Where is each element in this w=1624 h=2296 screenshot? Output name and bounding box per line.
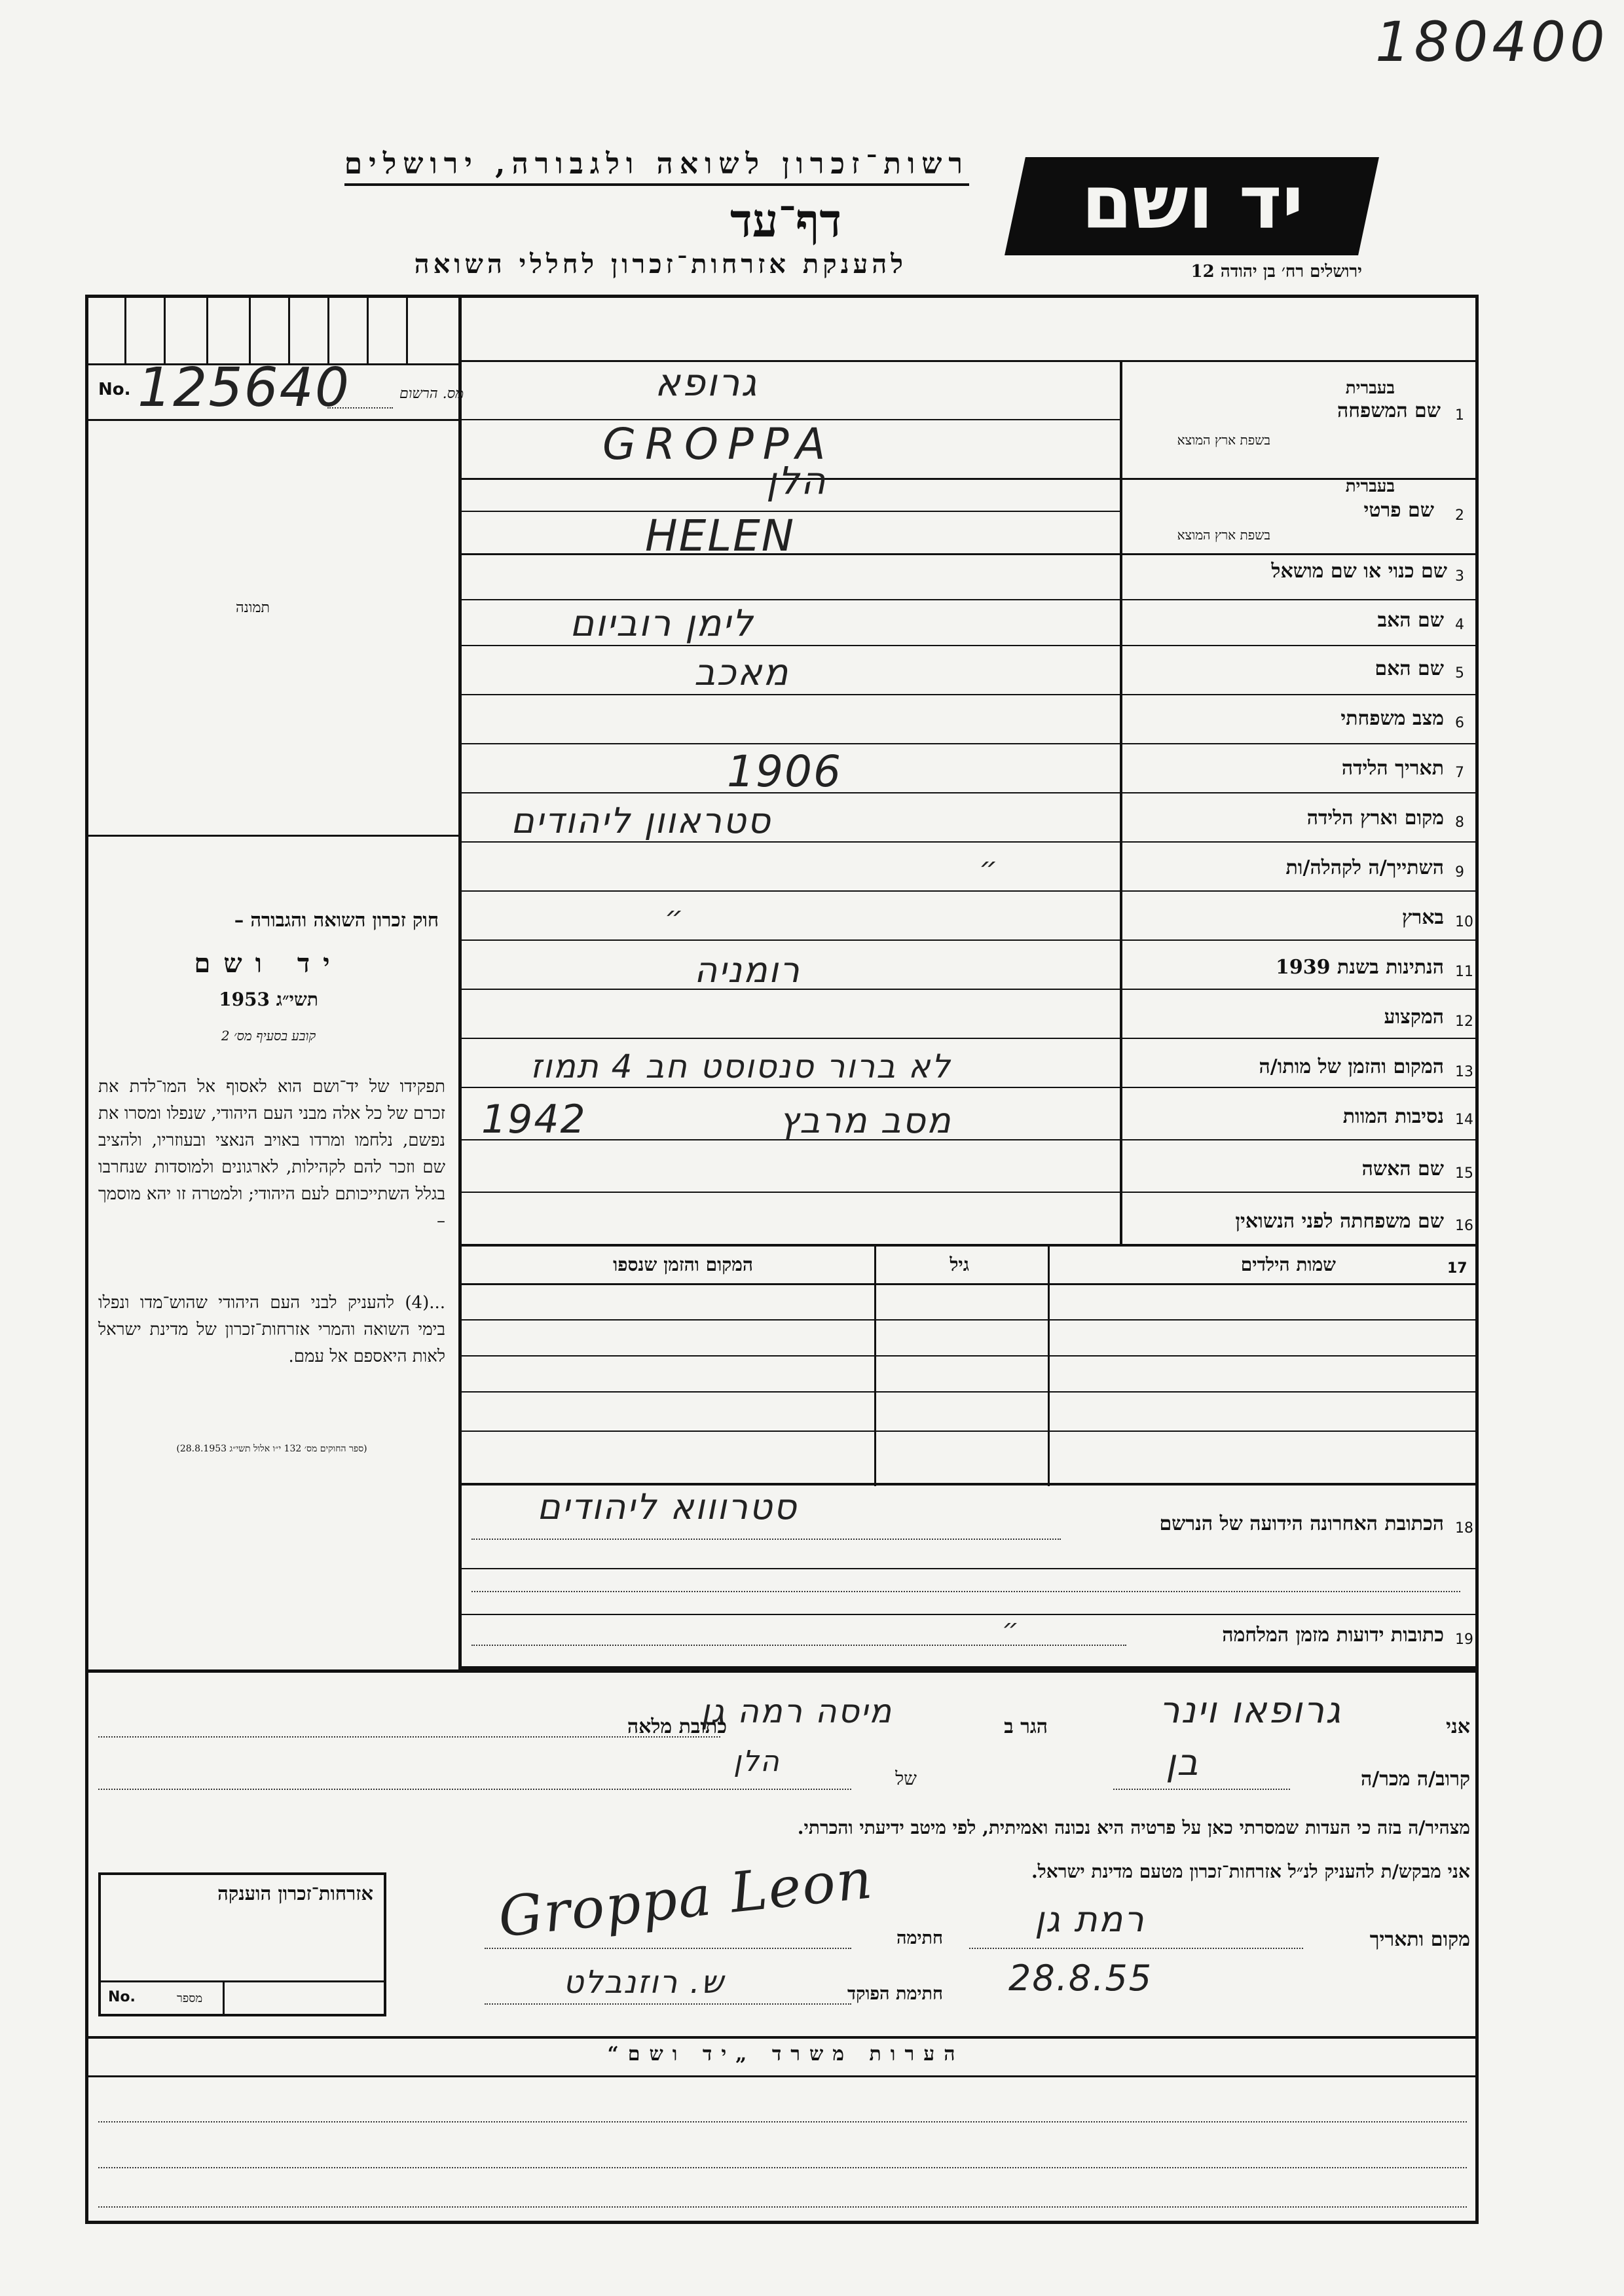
field-13-value: לא ברור סנסוסט חב 4 תמוז: [530, 1048, 951, 1085]
field-14-value: מסב מרבץ: [779, 1100, 952, 1141]
authority-title: רשות־זכרון לשואה ולגבורה, ירושלים: [344, 147, 969, 186]
photo-label: תמונה: [236, 600, 270, 616]
decl-relative: קרוב/ה מכר/ה: [1361, 1768, 1470, 1791]
law-body-1: תפקידו של יד־ושם הוא לאסוף אל המו־לדת את זכרם של כל אלה מבני העם היהודי, שנפלו ומסרו את נפשם, נלחמו ומרדו באויב הנאצי ובעוזריו, ולהציב שם וזכר להם לקהילות, לארגונים ולמוסדות שנחרבו בגלל השתייכותם לעם היהודי; ולמטרה זו יהא מוסמך –: [98, 1077, 445, 1231]
field-14-label: נסיבות המוות: [1342, 1105, 1444, 1128]
field-10-number: 10: [1455, 914, 1473, 930]
field-13-number: 13: [1455, 1064, 1473, 1080]
decl-ani: אני: [1446, 1715, 1470, 1738]
field-4-number: 4: [1455, 617, 1464, 633]
field-2-sub-hebrew: בעברית: [1345, 477, 1395, 496]
law-title: חוק זכרון השואה והגבורה –: [234, 909, 439, 931]
field-9-label: השתייך/ה לקהלה/ות: [1285, 856, 1444, 879]
field-12-label: המקצוע: [1384, 1006, 1444, 1029]
field-1-label: שם המשפחה: [1337, 399, 1441, 422]
registration-no-label: No.: [98, 380, 131, 399]
decl-place-value: רמת גן: [1035, 1899, 1145, 1940]
field-11-value: רומניה: [694, 949, 801, 991]
law-citation: (ספר החוקים מס׳ 132 י״ו אלול תשי״ג 28.8.1953): [176, 1444, 367, 1454]
field-1-sub-hebrew: בעברית: [1345, 378, 1395, 398]
field-5-number: 5: [1455, 665, 1464, 682]
registration-label: מס. הרשום: [399, 386, 464, 402]
field-2-value: הלן: [766, 458, 827, 503]
decl-of: של: [895, 1768, 917, 1789]
field-4-label: שם האב: [1377, 609, 1444, 632]
field-17-number: 17: [1447, 1260, 1467, 1277]
field-9-value: ״: [979, 851, 999, 884]
law-body-2: ...(4) להעניק לבני העם היהודי שהוש־מדו ונפלו בימי השואה והמרי אזרחות־זכרון של מדינת ישראל לאות היאספם אל עמם.: [98, 1293, 445, 1366]
field-6-label: מצב משפחתי: [1340, 707, 1444, 730]
field-6-number: 6: [1455, 715, 1464, 731]
decl-officer-label: חתימת הפוקד: [847, 1984, 943, 2004]
citizenship-title: אזרחות־זכרון הוענקה: [217, 1882, 373, 1904]
law-year: תשי״ג 1953: [219, 989, 318, 1010]
decl-full-address: כתובת מלאה: [627, 1715, 727, 1738]
field-11-number: 11: [1455, 964, 1473, 980]
field-12-number: 12: [1455, 1013, 1473, 1030]
field-18-number: 18: [1455, 1520, 1473, 1537]
citizenship-number-label: מספר: [177, 1992, 203, 2005]
field-1-sub-origin: בשפת ארץ המוצא: [1177, 432, 1270, 448]
field-16-label: שם משפחתה לפני הנשואין: [1235, 1210, 1444, 1233]
field-4-value: לימן רוביום: [570, 602, 754, 645]
registration-number: 125640: [138, 357, 351, 419]
field-18-value: סטרוווא ליהודים: [537, 1486, 798, 1527]
decl-name-value: גרופאו וינר: [1159, 1689, 1342, 1732]
field-7-label: תאריך הלידה: [1341, 757, 1444, 780]
decl-signature-label: חתימה: [896, 1928, 943, 1948]
office-notes-title: הערות משרד „יד ושם“: [607, 2043, 965, 2066]
law-name: יד ושם: [194, 948, 343, 979]
children-col-age: גיל: [950, 1254, 969, 1275]
field-5-value: מאכב: [694, 651, 790, 694]
decl-date-value: 28.8.55: [1008, 1958, 1153, 1999]
decl-request: אני מבקש/ת להעניק לנ״ל אזרחות־זכרון מטעם מדינת ישראל.: [1031, 1861, 1470, 1882]
field-15-number: 15: [1455, 1165, 1473, 1182]
field-1-number: 1: [1455, 407, 1464, 424]
field-8-value: סטראוון ליהודים: [511, 800, 772, 841]
field-2-label: שם פרטי: [1363, 499, 1434, 522]
decl-officer-value: ש. רוזנבלט: [563, 1964, 725, 2001]
field-19-number: 19: [1455, 1631, 1473, 1648]
form-subtitle: להענקת אזרחות־זכרון לחללי השואה: [414, 249, 907, 280]
field-10-value: ״: [665, 900, 685, 934]
field-11-label: הנתינות בשנת 1939: [1275, 956, 1444, 979]
field-9-number: 9: [1455, 864, 1464, 881]
form-title: דף־עד: [729, 193, 841, 247]
field-1-value-latin: GROPPA: [602, 419, 835, 469]
decl-statement: מצהיר/ה בזה כי העדות שמסרתי כאן על פרטיה היא נכונה ואמיתית, לפי מיטב ידיעתי והכרתי.: [797, 1817, 1470, 1838]
field-14-value-year: 1942: [481, 1097, 587, 1142]
decl-of-value: הלן: [733, 1745, 781, 1778]
field-14-number: 14: [1455, 1112, 1473, 1128]
field-2-sub-origin: בשפת ארץ המוצא: [1177, 527, 1270, 543]
children-col-names: שמות הילדים: [1240, 1254, 1336, 1275]
field-16-number: 16: [1455, 1218, 1473, 1234]
field-19-value: ״: [1002, 1614, 1020, 1644]
yad-vashem-logo: [1005, 157, 1379, 255]
field-15-label: שם האשה: [1361, 1157, 1444, 1180]
field-13-label: המקום והזמן של מותו/ה: [1259, 1055, 1444, 1078]
field-1-value: גרופא: [655, 360, 758, 405]
citizenship-no-label: No.: [108, 1989, 136, 2005]
children-col-place: המקום והזמן שנספו: [613, 1254, 753, 1275]
decl-relative-value: בן: [1166, 1741, 1200, 1784]
law-clause: קובע בסעיף מס׳ 2: [221, 1028, 316, 1044]
field-10-label: בארץ: [1401, 906, 1444, 929]
field-7-value: 1906: [727, 746, 842, 797]
decl-place-date-label: מקום ותאריך: [1369, 1928, 1470, 1951]
field-3-label: שם כנוי או שם מושאל: [1271, 560, 1447, 583]
field-5-label: שם האם: [1375, 657, 1444, 680]
archive-number: 180400: [1375, 10, 1609, 74]
decl-signature: Groppa Leon: [495, 1846, 876, 1950]
field-2-number: 2: [1455, 507, 1464, 524]
decl-city-value: מיסה רמה גן: [701, 1692, 893, 1730]
field-3-number: 3: [1455, 568, 1464, 585]
field-2-value-latin: HELEN: [645, 511, 796, 561]
field-8-label: מקום וארץ הלידה: [1306, 807, 1444, 829]
field-8-number: 8: [1455, 814, 1464, 831]
logo-address: ירושלים רח׳ בן יהודה 12: [1190, 262, 1362, 282]
field-7-number: 7: [1455, 765, 1464, 781]
field-19-label: כתובות ידועות מזמן המלחמה: [1222, 1624, 1444, 1647]
decl-resides: הגר ב: [1004, 1715, 1048, 1738]
logo-text: יד ושם: [1081, 160, 1304, 246]
field-18-label: הכתובת האחרונה הידועה של הנרשם: [1159, 1512, 1444, 1535]
